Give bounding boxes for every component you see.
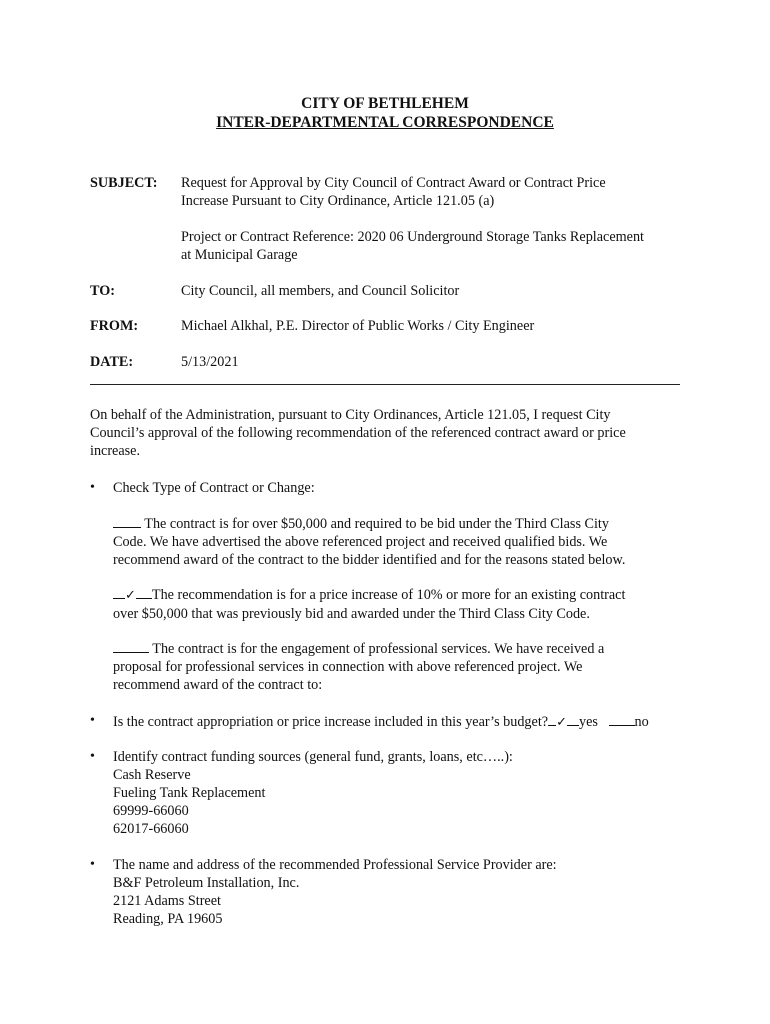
budget-yes-label: yes	[578, 714, 598, 730]
option3-checkbox-blank[interactable]	[113, 639, 149, 653]
option2-check-icon[interactable]: ✓	[125, 588, 136, 603]
option-bid-contract	[113, 514, 673, 569]
date-label: DATE:	[90, 354, 134, 370]
budget-question: Is the contract appropriation or price increase included in this year’s budget?	[113, 714, 549, 730]
provider-street: 2121 Adams Street	[113, 893, 221, 909]
header-divider	[90, 384, 680, 385]
document-title	[0, 94, 770, 132]
option-professional-services	[113, 639, 673, 694]
provider-name: B&F Petroleum Installation, Inc.	[113, 875, 300, 891]
funding-source: Cash Reserve	[113, 767, 191, 783]
intro-line: increase.	[90, 443, 141, 459]
budget-yes-check-icon[interactable]: ✓	[556, 715, 567, 730]
funding-source: Fueling Tank Replacement	[113, 785, 266, 801]
intro-paragraph	[90, 406, 680, 460]
funding-account: 62017-66060	[113, 821, 189, 837]
provider-label: The name and address of the recommended Professional Service Provider are:	[113, 857, 557, 873]
bullet-dot: •	[90, 749, 95, 764]
budget-question-row	[113, 712, 688, 732]
option1-checkbox-blank[interactable]	[113, 514, 141, 528]
date-value: 5/13/2021	[181, 354, 239, 370]
option1-line: recommend award of the contract to the bidder identified and for the reasons stated below.	[113, 552, 626, 568]
option2-blank-right	[136, 585, 152, 599]
funding-block	[113, 748, 688, 838]
to-label: TO:	[90, 283, 115, 299]
bullet-dot: •	[90, 480, 95, 495]
budget-no-label: no	[634, 714, 649, 730]
from-value: Michael Alkhal, P.E. Director of Public Works / City Engineer	[181, 318, 535, 334]
option2-blank-left	[113, 585, 125, 599]
option2-line: The recommendation is for a price increase of 10% or more for an existing contract	[151, 587, 626, 603]
intro-line: Council’s approval of the following recommendation of the referenced contract award or price	[90, 425, 626, 441]
bullet-dot: •	[90, 713, 95, 728]
budget-yes-blank-right	[567, 712, 579, 726]
funding-label: Identify contract funding sources (general fund, grants, loans, etc…..):	[113, 749, 513, 765]
budget-yes-blank-left	[548, 712, 556, 726]
org-name: CITY OF BETHLEHEM	[301, 95, 469, 112]
from-label: FROM:	[90, 318, 139, 334]
subject-value	[181, 174, 691, 210]
option3-line: recommend award of the contract to:	[113, 677, 323, 693]
option3-line: The contract is for the engagement of professional services. We have received a	[149, 641, 605, 657]
bullet-dot: •	[90, 857, 95, 872]
funding-account: 69999-66060	[113, 803, 189, 819]
to-value: City Council, all members, and Council Solicitor	[181, 283, 460, 299]
option2-line: over $50,000 that was previously bid and awarded under the Third Class City Code.	[113, 606, 590, 622]
subject-label: SUBJECT:	[90, 175, 158, 191]
provider-city: Reading, PA 19605	[113, 911, 223, 927]
option1-line: Code. We have advertised the above referenced project and received qualified bids. We	[113, 534, 608, 550]
reference-line: at Municipal Garage	[181, 247, 298, 263]
option1-line: The contract is for over $50,000 and required to be bid under the Third Class City	[141, 516, 609, 532]
reference-value	[181, 228, 691, 264]
intro-line: On behalf of the Administration, pursuant to City Ordinances, Article 121.05, I request City	[90, 407, 611, 423]
document-type: INTER-DEPARTMENTAL CORRESPONDENCE	[216, 114, 554, 131]
subject-line: Request for Approval by City Council of Contract Award or Contract Price	[181, 175, 606, 191]
budget-no-blank[interactable]	[609, 712, 635, 726]
check-type-label: Check Type of Contract or Change:	[113, 480, 315, 496]
option3-line: proposal for professional services in connection with above referenced project. We	[113, 659, 583, 675]
subject-line: Increase Pursuant to City Ordinance, Article 121.05 (a)	[181, 193, 495, 209]
reference-line: Project or Contract Reference: 2020 06 Underground Storage Tanks Replacement	[181, 229, 644, 245]
option-price-increase	[113, 585, 673, 623]
provider-block	[113, 856, 688, 928]
